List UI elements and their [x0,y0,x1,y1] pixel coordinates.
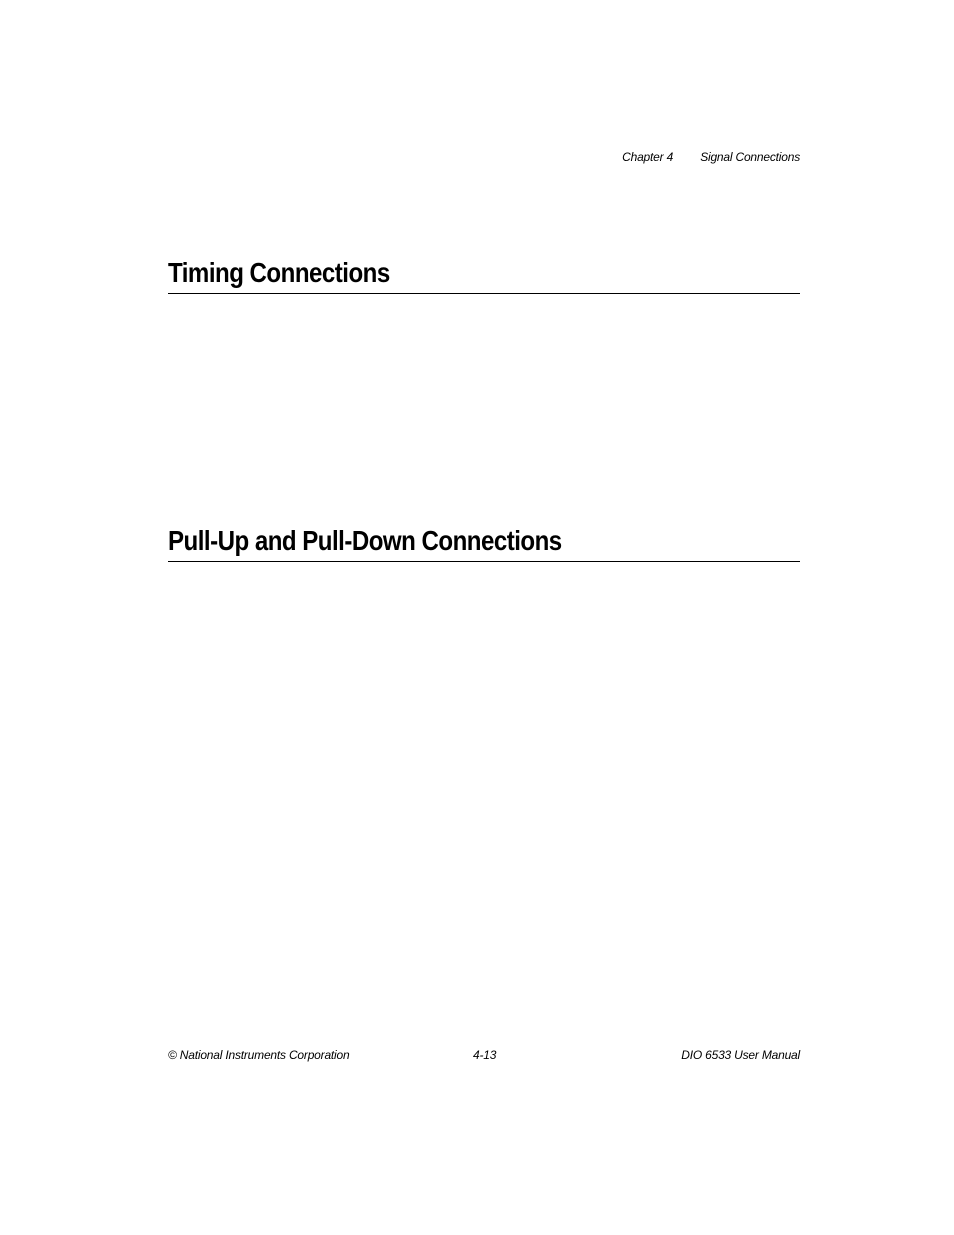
section-heading-pull-up-pull-down-connections [168,525,800,562]
footer-manual-title: DIO 6533 User Manual [681,1048,800,1062]
section-heading-text: Timing Connections [168,257,390,288]
section-heading-text: Pull-Up and Pull-Down Connections [168,525,562,556]
footer-page-number: 4-13 [473,1048,497,1062]
footer-copyright: © National Instruments Corporation [168,1048,350,1062]
chapter-title: Signal Connections [700,150,800,164]
running-header [622,150,800,164]
chapter-label: Chapter 4 [622,150,674,164]
section-heading-timing-connections [168,257,800,294]
page-footer [168,1048,800,1064]
